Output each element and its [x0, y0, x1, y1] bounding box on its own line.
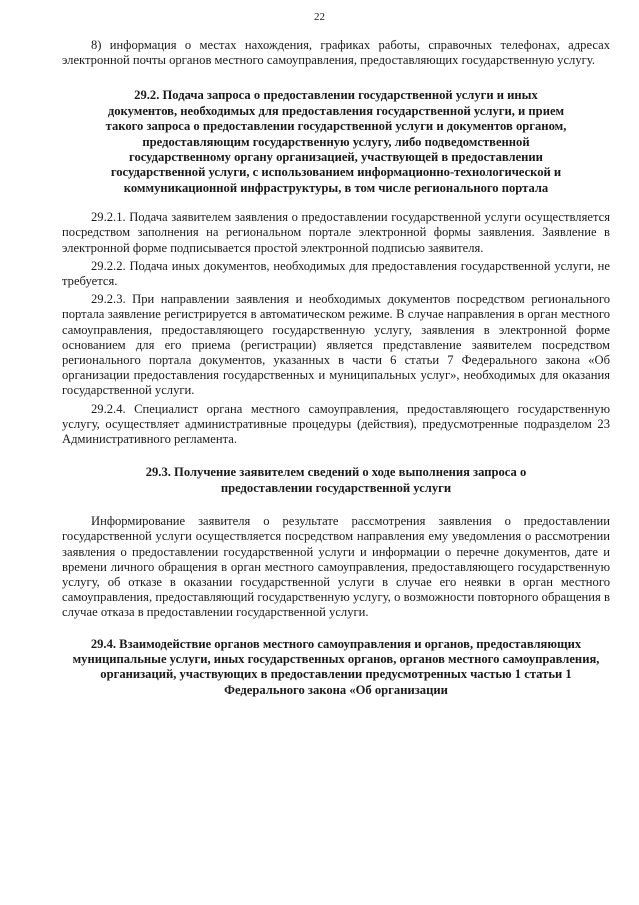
section-heading-29-4: 29.4. Взаимодействие органов местного самоуправления и органов, предоставляющих муниципальные услуги, иных государственных органов, органов местного самоуправления, организаций, участвующих в предоставлении предусмотренных частью 1 статьи 1 Федерального закона «Об организации: [72, 636, 600, 697]
paragraph-29-2-4: 29.2.4. Специалист органа местного самоуправления, предоставляющего государственную услугу, осуществляет административные процедуры (действия), предусмотренные подразделом 23 Административного регламента.: [62, 401, 610, 447]
page-number: 22: [314, 11, 325, 23]
document-body: [62, 38, 610, 698]
paragraph-29-2-2: 29.2.2. Подача иных документов, необходимых для предоставления государственной услуги, не требуется.: [62, 258, 610, 289]
paragraph-29-2-1: 29.2.1. Подача заявителем заявления о предоставлении государственной услуги осуществляется посредством заполнения на региональном портале электронной формы заявления. Заявление в электронной форме подписывается простой электронной подписью заявителя.: [62, 210, 610, 255]
section-heading-29-2: 29.2. Подача запроса о предоставлении государственной услуги и иных документов, необходимых для предоставления государственной услуги, и прием такого запроса о предоставлении государственной услуги и документов органом, предоставляющим государственную услугу, либо подведомственной государственному органу организацией, участвующей в предоставлении государственной услуги, с использованием информационно-технологической и коммуникационной инфраструктуры, в том числе регионального портала: [105, 88, 567, 195]
paragraph-29-3: Информирование заявителя о результате рассмотрения заявления о предоставлении государственной услуги осуществляется посредством направления ему уведомления о рассмотрении заявления о предоставлении государственной услуги и информации о перечне документов, дате и времени личного обращения в орган местного самоуправления, предоставляющего государственную услугу, об отказе в оказании государственной услуги в случае его неявки в орган местного самоуправления, предоставляющий государственную услугу, о возможности повторного обращения в случае отказа в предоставлении государственной услуги.: [62, 514, 610, 620]
section-heading-29-3: 29.3. Получение заявителем сведений о ходе выполнения запроса о предоставлении государственной услуги: [145, 465, 527, 495]
paragraph-item-8: 8) информация о местах нахождения, графиках работы, справочных телефонах, адресах электронной почты органов местного самоуправления, предоставляющих государственную услугу.: [62, 38, 610, 68]
paragraph-29-2-3: 29.2.3. При направлении заявления и необходимых документов посредством регионального портала заявление регистрируется в автоматическом режиме. В случае направления в орган местного самоуправления, предоставляющего государственную услугу, заявления в электронной форме основанием для его приема (регистрации) является представление заявителем посредством регионального портала документов, указанных в части 6 статьи 7 Федерального закона «Об организации предоставления государственных и муниципальных услуг», необходимых для оказания государственной услуги.: [62, 292, 610, 398]
